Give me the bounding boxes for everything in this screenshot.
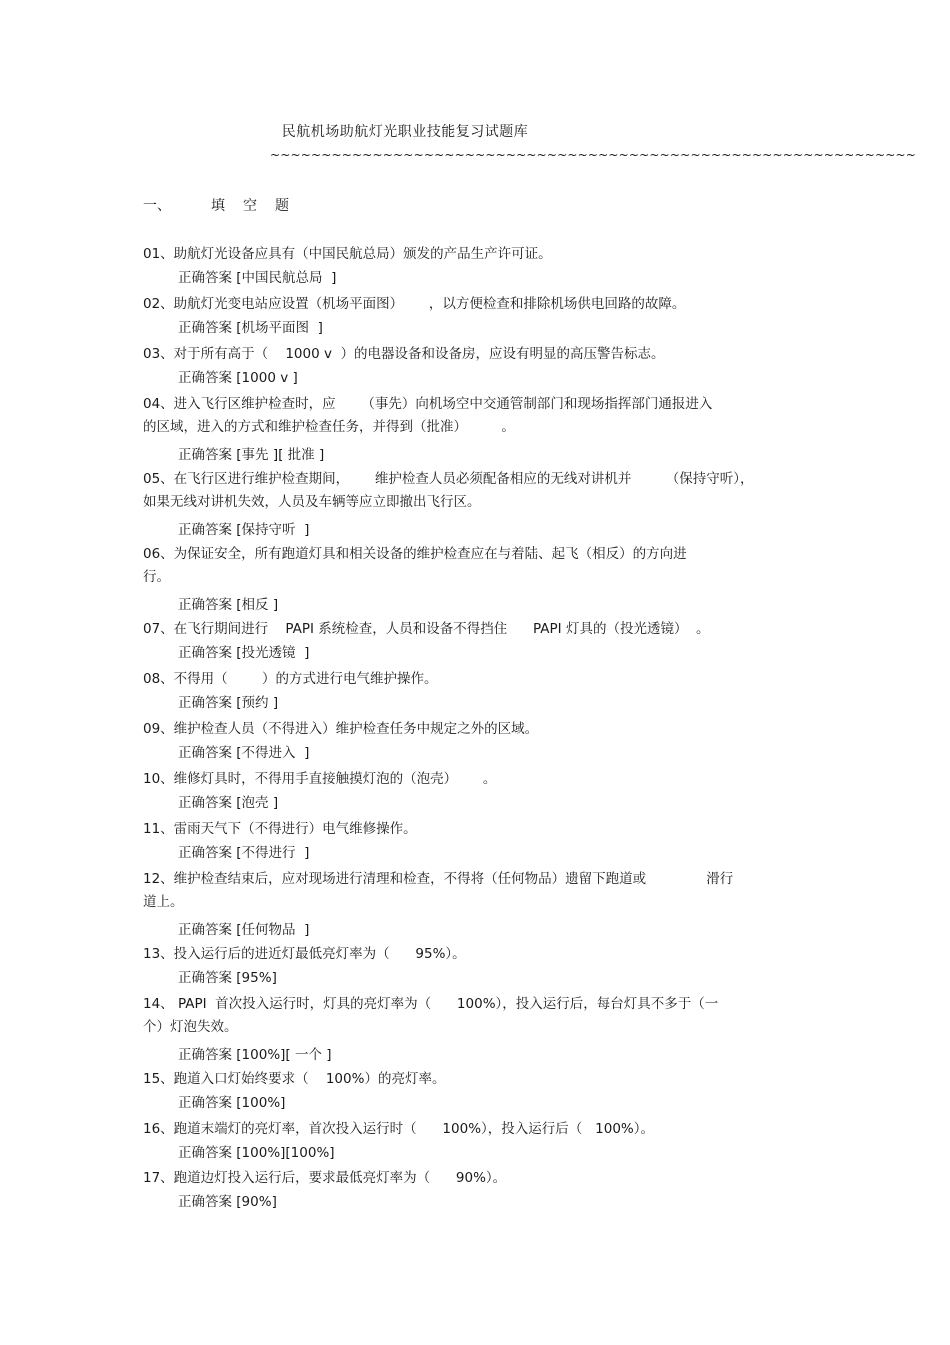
question-text: 04、进入飞行区维护检查时，应 （事先）向机场空中交通管制部门和现场指挥部门通报进入 xyxy=(143,396,713,412)
question-item xyxy=(143,343,808,390)
answer-text: 正确答案 [中国民航总局 ] xyxy=(178,270,337,286)
section-heading xyxy=(143,195,307,215)
question-item xyxy=(143,718,808,765)
question-text: 11、雷雨天气下（不得进行）电气维修操作。 xyxy=(143,821,417,837)
question-text: 14、 PAPI 首次投入运行时，灯具的亮灯率为（ 100%），投入运行后，每台灯具不多于（一 xyxy=(143,996,719,1012)
question-item xyxy=(143,1167,808,1214)
answer-text: 正确答案 [相反 ] xyxy=(178,597,279,613)
question-text: 09、维护检查人员（不得进入）维护检查任务中规定之外的区域。 xyxy=(143,721,539,737)
title-underline: ~~~~~~~~~~~~~~~~~~~~~~~~~~~~~~~~~~~~~~~~~~~~~~~~~~~~~~~~~~~~~~~ xyxy=(270,148,917,162)
answer-text: 正确答案 [100%][ 一个 ] xyxy=(178,1047,332,1063)
answer-text: 正确答案 [保持守听 ] xyxy=(178,522,310,538)
question-item xyxy=(143,618,808,665)
section-title: 填空题 xyxy=(211,198,307,214)
question-text: 10、维修灯具时，不得用手直接触摸灯泡的（泡壳） 。 xyxy=(143,771,497,787)
question-text: 13、投入运行后的进近灯最低亮灯率为（ 95%）。 xyxy=(143,946,466,962)
answer-text: 正确答案 [100%][100%] xyxy=(178,1145,335,1161)
question-item xyxy=(143,293,808,340)
answer-text: 正确答案 [预约 ] xyxy=(178,695,279,711)
answer-text: 正确答案 [机场平面图 ] xyxy=(178,320,323,336)
question-text: 的区域，进入的方式和维护检查任务，并得到（批准） 。 xyxy=(143,419,515,435)
question-item xyxy=(143,468,808,542)
answer-text: 正确答案 [投光透镜 ] xyxy=(178,645,310,661)
question-text: 道上。 xyxy=(143,894,184,910)
answer-text: 正确答案 [1000 v ] xyxy=(178,370,298,386)
answer-text: 正确答案 [不得进入 ] xyxy=(178,745,310,761)
question-text: 08、不得用（ ）的方式进行电气维护操作。 xyxy=(143,671,438,687)
question-text: 02、助航灯光变电站应设置（机场平面图） ，以方便检查和排除机场供电回路的故障。 xyxy=(143,296,686,312)
question-text: 如果无线对讲机失效，人员及车辆等应立即撤出飞行区。 xyxy=(143,494,481,510)
question-item xyxy=(143,768,808,815)
question-item xyxy=(143,668,808,715)
question-text: 行。 xyxy=(143,569,170,585)
answer-text: 正确答案 [事先 ][ 批准 ] xyxy=(178,447,325,463)
question-text: 17、跑道边灯投入运行后，要求最低亮灯率为（ 90%）。 xyxy=(143,1170,507,1186)
question-item xyxy=(143,243,808,290)
question-item xyxy=(143,993,808,1067)
document-title: 民航机场助航灯光职业技能复习试题库 xyxy=(281,124,529,140)
section-number: 一、 xyxy=(143,198,171,214)
answer-text: 正确答案 [90%] xyxy=(178,1194,277,1210)
answer-text: 正确答案 [95%] xyxy=(178,970,277,986)
question-text: 03、对于所有高于（ 1000 v ）的电器设备和设备房，应设有明显的高压警告标志。 xyxy=(143,346,665,362)
answer-text: 正确答案 [100%] xyxy=(178,1095,286,1111)
question-text: 01、助航灯光设备应具有（中国民航总局）颁发的产品生产许可证。 xyxy=(143,246,552,262)
answer-text: 正确答案 [不得进行 ] xyxy=(178,845,310,861)
question-text: 个）灯泡失效。 xyxy=(143,1019,238,1035)
question-item xyxy=(143,1068,808,1115)
question-text: 12、维护检查结束后，应对现场进行清理和检查，不得将（任何物品）遗留下跑道或 滑行 xyxy=(143,871,734,887)
question-text: 07、在飞行期间进行 PAPI 系统检查，人员和设备不得挡住 PAPI 灯具的（投光透镜） 。 xyxy=(143,621,710,637)
question-text: 15、跑道入口灯始终要求（ 100%）的亮灯率。 xyxy=(143,1071,446,1087)
question-item xyxy=(143,1118,808,1165)
answer-text: 正确答案 [任何物品 ] xyxy=(178,922,310,938)
question-text: 16、跑道末端灯的亮灯率，首次投入运行时（ 100%），投入运行后（ 100%）。 xyxy=(143,1121,654,1137)
question-item xyxy=(143,818,808,865)
answer-text: 正确答案 [泡壳 ] xyxy=(178,795,279,811)
question-item xyxy=(143,543,808,617)
question-text: 05、在飞行区进行维护检查期间， 维护检查人员必须配备相应的无线对讲机并 （保持守听）， xyxy=(143,471,754,487)
question-item xyxy=(143,868,808,942)
question-item xyxy=(143,393,808,467)
question-text: 06、为保证安全，所有跑道灯具和相关设备的维护检查应在与着陆、起飞（相反）的方向进 xyxy=(143,546,687,562)
question-item xyxy=(143,943,808,990)
